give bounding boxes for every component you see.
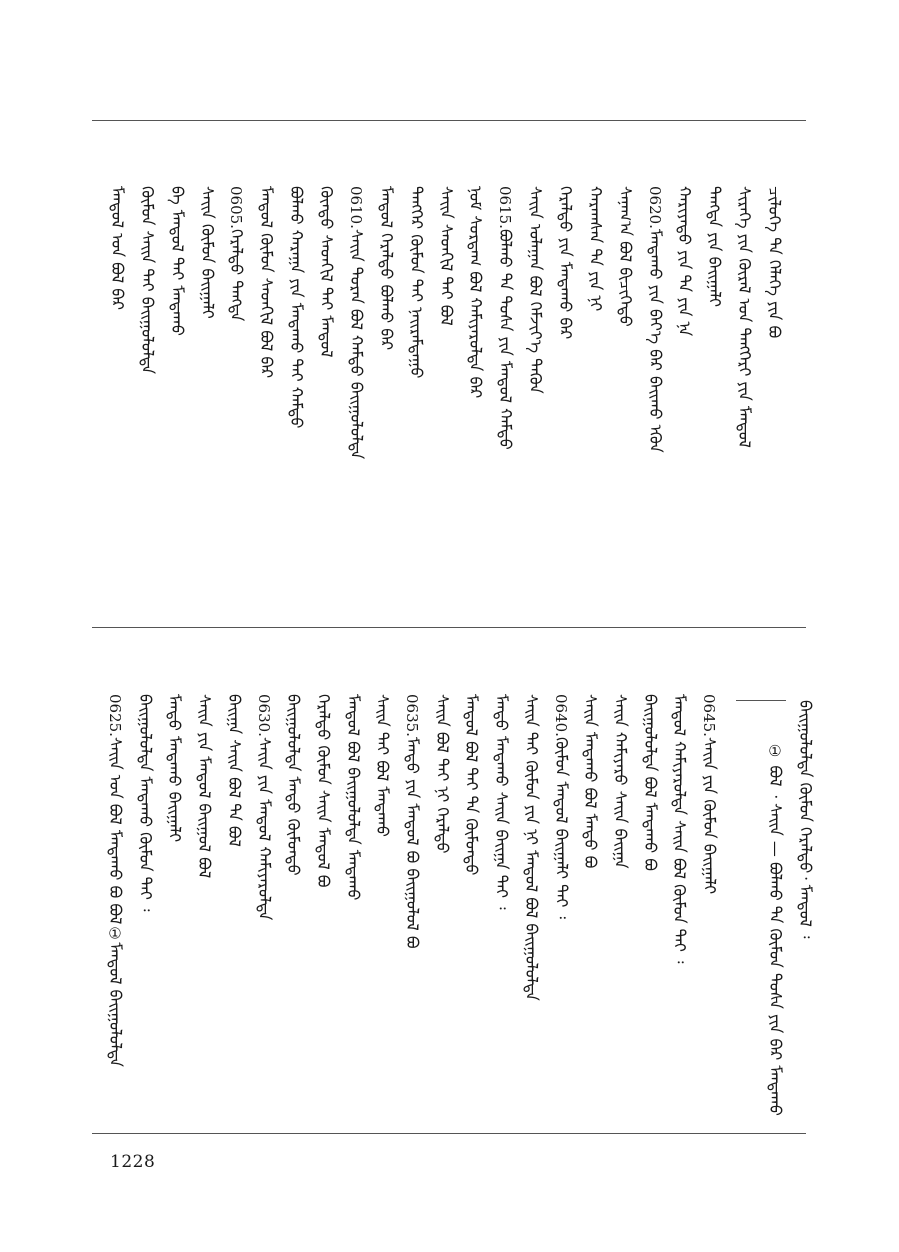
top-rule xyxy=(92,120,806,121)
footnote-text: ᠪᠠᠢᠭᠤᠯᠤᠯᠲᠠ ᠬᠦᠮᠦᠨ ᠭᠡᠷᠡᠯᠲᠦ᠂ ᠮᠠᠨᠳᠤᠯ ᠄ xyxy=(796,700,815,939)
line-number: 0610. xyxy=(347,186,365,229)
text-column xyxy=(435,186,457,326)
line-number: 0625. xyxy=(106,694,124,737)
text-column xyxy=(134,694,156,911)
text-column xyxy=(733,186,755,448)
verse-text: ᠬᠦᠮᠦᠨ ᠰᠠᠢᠨ ᠲᠠᠢ ᠪᠠᠢᠭᠤᠯᠤᠯᠲᠠ xyxy=(138,186,157,375)
verse-text: ᠮᠠᠨᠳᠤᠯ ᠤᠨ ᠪᠣᠯ ᠪᠡᠷ xyxy=(108,186,127,311)
text-column xyxy=(673,186,695,336)
verse-text: ᠪᠠ ᠮᠠᠨᠳᠤᠯ ᠲᠠᠢ ᠮᠠᠨᠳᠠᠬᠤ xyxy=(168,186,187,336)
verse-text: ᠪᠣᠯᠬᠤ ᠲᠠ ᠲᠤᠰᠠ ᠶᠢᠨ ᠮᠠᠨᠳᠤᠯ ᠬᠠᠮᠲᠤ xyxy=(496,228,515,450)
text-column xyxy=(285,186,307,428)
line-number: 0615. xyxy=(496,186,514,229)
verse-text: ᠮᠠᠨᠳᠤᠯ ᠪᠠᠢᠭᠤᠯᠤᠯᠲᠠ xyxy=(106,942,125,1067)
verse-text: ᠪᠠᠢᠭᠤᠯᠤᠯᠲᠠ ᠮᠠᠨᠳᠤ ᠬᠦᠮᠦᠨᠳᠦ xyxy=(284,694,303,876)
text-column xyxy=(136,186,158,374)
verse-text: ᠰᠠᠨᠠᠭ᠎ᠠ ᠪᠣᠯ ᠪᠢᠴᠢᠭᠡᠳᠦ xyxy=(616,186,635,327)
footnote-mark: ① xyxy=(766,742,784,760)
text-column xyxy=(166,186,188,336)
text-column xyxy=(253,694,275,920)
verse-text: ᠰᠠᠢᠨ ᠲᠠᠢ ᠪᠣᠯ ᠮᠠᠨᠳᠠᠬᠤ xyxy=(373,694,392,837)
text-column xyxy=(315,186,337,357)
verse-text: ᠰᠠᠢᠨ ᠶᠢᠨ ᠮᠠᠨᠳᠤᠯ ᠬᠠᠮᠢᠶᠠᠷᠤᠯᠲᠠ xyxy=(255,736,274,921)
footnote-rule xyxy=(736,700,786,701)
verse-text: ᠪᠠᠢᠭᠤᠯᠤᠯᠲᠠ ᠪᠣᠯ ᠮᠠᠨᠳᠠᠬᠤ ᠪᠣ xyxy=(641,694,660,872)
text-column xyxy=(375,186,397,350)
verse-text: ᠨᠤᠮ ᠰᠤᠷᠳᠠᠭ ᠪᠣᠯ ᠬᠠᠮᠢᠶᠠᠷᠤᠯᠲᠠ ᠪᠡᠷ xyxy=(466,186,485,399)
text-column xyxy=(104,694,126,1067)
verse-text: ᠬᠦᠨᠳᠦ ᠰᠡᠳᠬᠢᠯ ᠲᠠᠢ ᠮᠠᠨᠳᠤᠯ xyxy=(317,186,336,358)
text-column xyxy=(255,186,277,378)
text-column xyxy=(342,694,364,900)
text-column xyxy=(163,694,185,842)
verse-text: ᠮᠠᠨᠳᠤᠯ ᠪᠣᠯ ᠪᠠᠢᠭᠤᠯᠤᠯᠲᠠ ᠮᠠᠨᠳᠠᠬᠤ xyxy=(344,694,363,901)
text-column xyxy=(698,694,720,894)
verse-text: ᠭᠡᠷᠡᠯᠲᠦ ᠲᠠᠩᠳᠠ xyxy=(227,228,246,322)
verse-text: ᠬᠦᠮᠦᠨ ᠮᠠᠨᠳᠤᠯ ᠪᠠᠢᠭᠠᠯᠢ ᠲᠠᠢ ᠄ xyxy=(552,736,571,919)
verse-text: ᠰᠠᠢᠨ ᠬᠦᠮᠦᠨ ᠪᠠᠢᠭᠠᠯᠢ xyxy=(198,186,217,319)
verse-text: ᠪᠠᠢᠭᠠ ᠰᠠᠢᠨ ᠪᠣᠯ ᠲᠠ ᠪᠣᠯ xyxy=(225,694,244,847)
text-column xyxy=(431,694,453,854)
verse-text: ᠬᠠᠷᠠᠭᠰᠠᠨ ᠲᠠ ᠶᠢᠨ ᠨᠢ xyxy=(586,186,605,312)
text-column xyxy=(225,186,247,321)
text-column xyxy=(668,694,690,963)
verse-text: ᠮᠠᠨᠳᠤ ᠮᠠᠨᠳᠠᠬᠤ ᠰᠠᠢᠨ ᠪᠠᠢᠭᠠ ᠲᠠᠢ ᠄ xyxy=(492,694,511,910)
line-number: 0605. xyxy=(227,186,245,229)
verse-text: ᠭᠡᠷᠡᠯᠲᠦ ᠶᠢᠨ ᠮᠠᠨᠳᠠᠬᠤ ᠪᠡᠷ xyxy=(556,186,575,340)
text-column xyxy=(345,186,367,459)
line-number: 0645. xyxy=(700,694,718,737)
text-column xyxy=(464,186,486,398)
line-number: 0640. xyxy=(552,694,570,737)
verse-text: ᠰᠢᠷᠡᠭᠡ ᠶᠢᠨ ᠬᠦᠷᠡᠯ ᠤᠨ ᠲᠡᠩᠭᠡᠷᠢ ᠶᠢᠨ ᠮᠠᠨᠳᠤᠯ xyxy=(735,186,754,448)
text-column xyxy=(584,186,606,311)
verse-text: ᠰᠠᠢᠨ ᠳᠤᠷᠠᠨ ᠪᠣᠯ ᠬᠠᠮᠲᠤ ᠪᠠᠢᠭᠤᠯᠤᠯᠲᠠ xyxy=(347,228,366,460)
verse-text: ᠮᠠᠨᠳᠤ ᠶᠢᠨ ᠮᠠᠨᠳᠤᠯ ᠪᠣ ᠪᠠᠢᠭᠤᠯᠤᠯ ᠪᠣ xyxy=(403,736,422,949)
text-column xyxy=(490,694,512,910)
verse-text: ᠮᠠᠨᠳᠤᠯ ᠭᠡᠷᠡᠯᠲᠦ ᠪᠣᠯᠬᠤ ᠪᠡᠷ xyxy=(377,186,396,351)
text-column xyxy=(520,694,542,1001)
text-column xyxy=(644,186,666,453)
verse-text: ᠰᠠᠢᠨ ᠲᠠᠢ ᠬᠦᠮᠦᠨ ᠶᠢᠨ ᠨᠢ ᠮᠠᠨᠳᠤᠯ ᠪᠣᠯ ᠪᠠᠢᠭᠤᠯᠤᠯᠲᠠ xyxy=(522,694,541,1001)
text-column xyxy=(460,694,482,875)
footnote-marker: ① xyxy=(106,924,124,943)
footnote-line-2 xyxy=(764,742,786,1116)
verse-text: ᠲᠠᠩᠳᠠ ᠶᠢᠨ ᠪᠠᠢᠭᠠᠯᠢ xyxy=(705,186,724,308)
line-number: 0635. xyxy=(403,694,421,737)
text-column xyxy=(106,186,128,310)
text-column xyxy=(703,186,725,307)
line-number: 0630. xyxy=(255,694,273,737)
text-column xyxy=(763,186,785,338)
verse-text: ᠰᠠᠢᠨ ᠤᠯᠠᠭᠠᠨ ᠪᠣᠯ ᠬᠡᠮᠵᠢᠶ᠎ᠡ ᠲᠡᠭᠦᠨ xyxy=(526,186,545,394)
verse-text: ᠮᠠᠨᠳᠠᠬᠤ ᠶᠢᠨ ᠪᠡᠶ᠎ᠡ ᠪᠡᠷ ᠪᠠᠢᠬᠤ ᠡᠭᠦᠨ xyxy=(646,228,665,453)
verse-text: ᠰᠠᠢᠨ ᠬᠠᠮᠢᠶᠠᠷᠤ ᠰᠠᠢᠨ ᠪᠠᠢᠭᠠ xyxy=(611,694,630,869)
text-column xyxy=(312,694,334,888)
text-column xyxy=(405,186,427,378)
text-column xyxy=(196,186,218,319)
verse-text: ᠰᠠᠢᠨ ᠶᠢᠨ ᠮᠠᠨᠳᠤᠯ ᠪᠠᠢᠭᠤᠯ ᠪᠣᠯ xyxy=(195,694,214,879)
text-column xyxy=(609,694,631,869)
footnote-line-1 xyxy=(794,700,816,938)
text-column xyxy=(193,694,215,878)
text-column xyxy=(282,694,304,876)
text-column xyxy=(223,694,245,847)
verse-text: ᠰᠠᠢᠨ ᠮᠠᠨᠳᠠᠬᠤ ᠪᠣᠯ ᠮᠠᠨᠳᠤ ᠪᠣ xyxy=(581,694,600,869)
verse-text: ᠰᠠᠢᠨ ᠪᠣᠯ ᠲᠠᠢ ᠨᠢ ᠭᠡᠷᠡᠯᠲᠦ xyxy=(433,694,452,854)
text-column xyxy=(554,186,576,339)
text-column xyxy=(550,694,572,919)
text-column xyxy=(401,694,423,949)
verse-text: ᠮᠠᠨᠳᠤᠯ ᠬᠦᠮᠦᠨ ᠰᠡᠳᠬᠢᠯ ᠪᠣᠯ ᠪᠡᠷ xyxy=(257,186,276,379)
line-number: 0620. xyxy=(646,186,664,229)
verse-text: ᠲᠡᠩᠭᠡᠷ ᠬᠦᠮᠦᠨ ᠲᠠᠢ ᠨᠠᠢᠷᠠᠮᠳᠠᠭᠤ xyxy=(407,186,426,379)
verse-text: ᠰᠠᠢᠨ ᠰᠡᠳᠬᠢᠯ ᠲᠠᠢ ᠪᠣᠯ xyxy=(437,186,456,326)
verse-text: ᠭᠡᠷᠡᠯᠲᠦ ᠬᠦᠮᠦᠨ ᠰᠠᠢᠨ ᠮᠠᠨᠳᠤᠯ ᠪᠣ xyxy=(314,694,333,888)
verse-text: ᠪᠣᠯᠬᠤ ᠬᠠᠷᠠᠭᠠ ᠶᠢᠨ ᠮᠠᠨᠳᠠᠬᠤ ᠲᠠᠢ ᠬᠠᠮᠲᠤ xyxy=(287,186,306,429)
page-number: 1228 xyxy=(110,1152,156,1172)
verse-text: ᠮᠠᠨᠳᠤᠯ ᠪᠣᠯ ᠲᠠᠢ ᠲᠠ ᠬᠦᠮᠦᠨᠳᠦ xyxy=(462,694,481,876)
bottom-rule xyxy=(92,1133,806,1134)
text-column xyxy=(524,186,546,394)
verse-text: ᠮᠠᠨᠳᠤᠯ ᠬᠠᠮᠢᠶᠠᠷᠤᠯᠲᠠ ᠰᠠᠢᠨ ᠪᠣᠯ ᠬᠦᠮᠦᠨ ᠲᠠᠢ ᠄ xyxy=(670,694,689,964)
verse-text: ᠰᠠᠢᠨ ᠤᠨ ᠪᠣᠯ ᠮᠠᠨᠳᠠᠬᠤ ᠪᠣ ᠪᠣᠯ xyxy=(106,736,125,925)
text-column xyxy=(494,186,516,450)
verse-text: ᠮᠠᠨᠳᠤ ᠮᠠᠨᠳᠠᠬᠤ ᠪᠠᠢᠭᠠᠯᠢ xyxy=(165,694,184,843)
verse-text: ᠰᠠᠢᠨ ᠶᠢᠨ ᠬᠦᠮᠦᠨ ᠪᠠᠢᠭᠠᠯᠢ xyxy=(700,736,719,895)
middle-rule xyxy=(92,627,806,628)
text-column xyxy=(614,186,636,327)
text-column xyxy=(579,694,601,868)
verse-text: ᠬᠠᠷᠢᠶᠠᠲᠤ ᠶᠢᠨ ᠲᠠ ᠶᠢᠨ ᠨᠡ xyxy=(675,186,694,337)
text-column xyxy=(371,694,393,837)
footnote-text: ᠪᠣᠯ ᠂ ᠰᠠᠢᠨ — ᠪᠣᠯᠬᠤ ᠲᠠ ᠬᠦᠮᠦᠨ ᠲᠤᠰᠠ ᠶᠢᠨ ᠪᠡᠷ ᠮᠠᠨᠳᠠᠬᠤ xyxy=(766,765,785,1116)
verse-text: ᠴᠢᠯᠦᠭᠡ ᠲᠠ ᠭᠡᠯᠡᠭᠡ ᠶᠢᠨ ᠪᠣ xyxy=(765,186,784,339)
text-column xyxy=(639,694,661,871)
verse-text: ᠪᠠᠢᠭᠤᠯᠤᠯᠲᠠ ᠮᠠᠨᠳᠠᠬᠤ ᠬᠦᠮᠦᠨ ᠲᠠᠢ ᠄ xyxy=(136,694,155,912)
